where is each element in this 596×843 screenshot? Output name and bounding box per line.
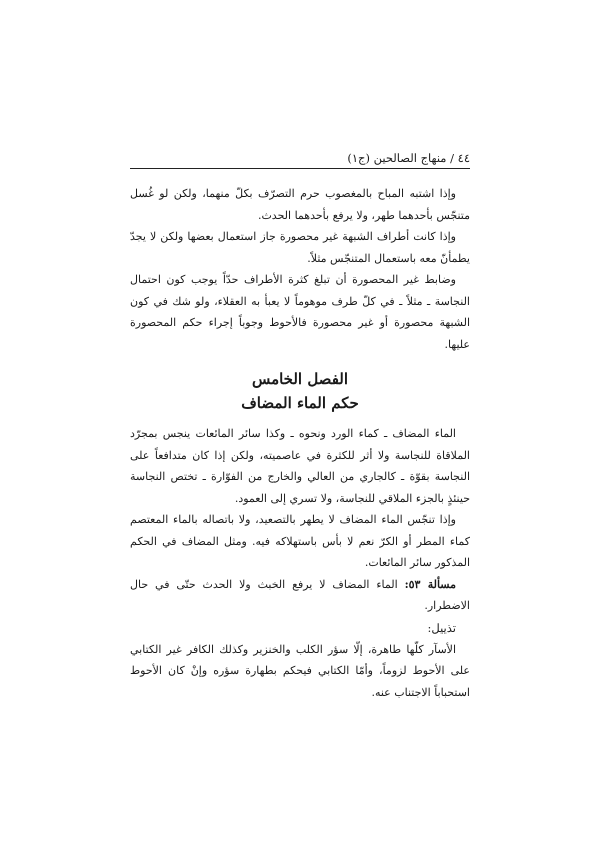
appendix-title: تذييل: xyxy=(427,620,456,635)
issue-text: الماء المضاف لا يرفع الخبث ولا الحدث حتّى في حال الاضطرار. xyxy=(130,577,470,612)
paragraph-mixed-water: الماء المضاف ـ كماء الورد ونحوه ـ وكذا سائر المائعات ينجس بمجرّد الملاقاة للنجاسة ولا أثر للكثرة في عاصميته، ولكن إذا كان متدافعاً على النجاسة بقوّة ـ كالجاري من العالي والخارج من الفوّارة ـ تختص النجاسة حينئذٍ بالجزء الملاقي للنجاسة، ولا تسري إلى العمود. xyxy=(130,427,470,505)
chapter-title: الفصل الخامس xyxy=(251,370,349,388)
section-title: حكم الماء المضاف xyxy=(241,394,359,412)
paragraph-non-limited-doubt: وإذا كانت أطراف الشبهة غير محصورة جاز استعمال بعضها ولكن لا يجدّ يطمأنّ معه باستعمال المتنجّس مثلاً. xyxy=(130,230,470,265)
book-page xyxy=(130,150,470,703)
issue-label: مسألة ٥٣: xyxy=(404,577,457,591)
paragraph-mixed-permissible: وإذا اشتبه المباح بالمغصوب حرم التصرّف بكلّ منهما، ولكن لو غُسل متنجّس بأحدهما طهر، ولا يرفع بأحدهما الحدث. xyxy=(130,187,470,222)
appendix-paragraph: الأسآر كلّها طاهرة، إلّا سؤر الكلب والخنزير وكذلك الكافر غير الكتابي على الأحوط لزوماً، وأمّا الكتابي فيحكم بطهارة سؤره وإنْ كان الأحوط استحباباً الاجتناب عنه. xyxy=(130,642,470,699)
paragraph-non-limited-criterion: وضابط غير المحصورة أن تبلغ كثرة الأطراف حدّاً يوجب كون احتمال النجاسة ـ مثلاً ـ في كلّ طرف موهوماً لا يعبأ به العقلاء، ولو شك في كون الشبهة محصورة أو غير محصورة فالأحوط وجوباً إجراء حكم المحصورة عليها. xyxy=(130,273,470,351)
running-header: ٤٤ / منهاج الصالحين (ج١) xyxy=(130,150,470,169)
paragraph-purification: وإذا تنجّس الماء المضاف لا يطهر بالتصعيد، ولا باتصاله بالماء المعتصم كماء المطر أو الكرّ نعم لا بأس باستهلاكه فيه. ومثل المضاف في الحكم المذكور سائر المائعات. xyxy=(130,513,470,569)
issue-paragraph xyxy=(130,574,470,617)
